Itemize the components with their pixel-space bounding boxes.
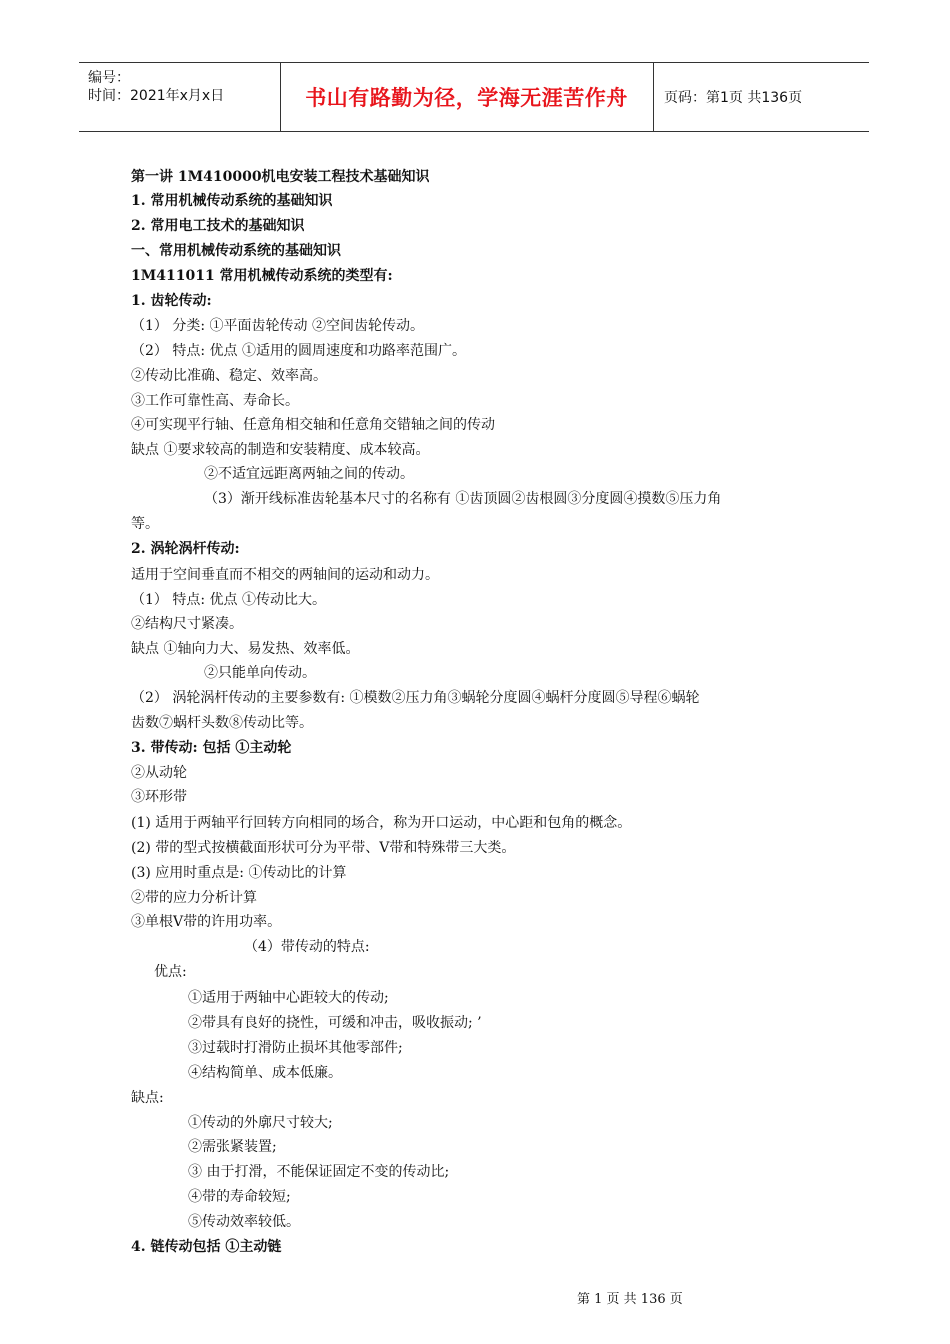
list-item: ③过载时打滑防止损坏其他零部件; — [188, 1040, 403, 1056]
paragraph: （1） 分类: ①平面齿轮传动 ②空间齿轮传动。 — [131, 318, 424, 334]
list-item: ③ 由于打滑，不能保证固定不变的传动比; — [188, 1164, 450, 1180]
paragraph: （3）渐开线标准齿轮基本尺寸的名称有 ①齿顶圆②齿根圆③分度圆④摸数⑤压力角 — [204, 491, 722, 507]
section-heading: 一、常用机械传动系统的基础知识 — [131, 243, 341, 259]
paragraph: ③工作可靠性高、寿命长。 — [131, 393, 299, 409]
paragraph: ②从动轮 — [131, 765, 187, 781]
item-heading: 3. 带传动: 包括 ①主动轮 — [131, 740, 292, 756]
list-item: ①适用于两轴中心距较大的传动; — [188, 990, 389, 1006]
time-label: 时间：2021年x月x日 — [88, 88, 225, 104]
item-heading: 2. 涡轮涡杆传动: — [131, 541, 240, 557]
toc-item: 2. 常用电工技术的基础知识 — [131, 218, 305, 234]
paragraph: 缺点: — [131, 1090, 164, 1106]
paragraph: (3) 应用时重点是: ①传动比的计算 — [131, 865, 347, 881]
paragraph: 优点: — [154, 964, 187, 980]
toc-item: 1. 常用机械传动系统的基础知识 — [131, 193, 333, 209]
paragraph: （1） 特点: 优点 ①传动比大。 — [131, 592, 326, 608]
number-label: 编号： — [88, 70, 130, 86]
subsection-heading: 1M411011 常用机械传动系统的类型有: — [131, 268, 393, 284]
paragraph: ②不适宜远距离两轴之间的传动。 — [204, 466, 414, 482]
paragraph: ②只能单向传动。 — [204, 665, 316, 681]
paragraph: 齿数⑦蜗杆头数⑧传动比等。 — [131, 715, 313, 731]
paragraph: 等。 — [131, 516, 159, 532]
item-heading: 4. 链传动包括 ①主动链 — [131, 1239, 282, 1255]
page-header — [79, 62, 869, 132]
paragraph: （2） 涡轮涡杆传动的主要参数有: ①模数②压力角③蜗轮分度圆④蜗杆分度圆⑤导程⑥蜗轮 — [131, 690, 700, 706]
paragraph: 适用于空间垂直而不相交的两轴间的运动和动力。 — [131, 567, 439, 583]
paragraph: 缺点 ①轴向力大、易发热、效率低。 — [131, 641, 360, 657]
lecture-title: 第一讲 1M410000机电安装工程技术基础知识 — [131, 169, 430, 185]
list-item: ④结构简单、成本低廉。 — [188, 1065, 342, 1081]
motto-text: 书山有路勤为径，学海无涯苦作舟 — [305, 86, 628, 110]
paragraph: ②带的应力分析计算 — [131, 890, 257, 906]
item-heading: 1. 齿轮传动: — [131, 293, 212, 309]
header-motto-cell — [280, 63, 654, 131]
paragraph: (2) 带的型式按横截面形状可分为平带、V带和特殊带三大类。 — [131, 840, 516, 856]
paragraph: ④可实现平行轴、任意角相交轴和任意角交错轴之间的传动 — [131, 417, 495, 433]
list-item: ⑤传动效率较低。 — [188, 1214, 300, 1230]
page-footer: 第 1 页 共 136 页 — [577, 1292, 683, 1307]
list-item: ②需张紧装置; — [188, 1139, 277, 1155]
list-item: ①传动的外廓尺寸较大; — [188, 1115, 333, 1131]
paragraph: （2） 特点: 优点 ①适用的圆周速度和功路率范围广。 — [131, 343, 466, 359]
paragraph: 缺点 ①要求较高的制造和安装精度、成本较高。 — [131, 442, 430, 458]
paragraph: ②传动比准确、稳定、效率高。 — [131, 368, 327, 384]
list-item: ②带具有良好的挠性，可缓和冲击，吸收振动; ’ — [188, 1015, 482, 1031]
list-item: ④带的寿命较短; — [188, 1189, 291, 1205]
header-meta-cell — [79, 63, 281, 131]
paragraph: ③环形带 — [131, 789, 187, 805]
paragraph: （4）带传动的特点: — [244, 939, 370, 955]
paragraph: ③单根V带的许用功率。 — [131, 914, 282, 930]
paragraph: (1) 适用于两轴平行回转方向相同的场合，称为开口运动，中心距和包角的概念。 — [131, 815, 632, 831]
header-page-info: 页码：第1页 共136页 — [664, 90, 803, 106]
paragraph: ②结构尺寸紧凑。 — [131, 616, 243, 632]
